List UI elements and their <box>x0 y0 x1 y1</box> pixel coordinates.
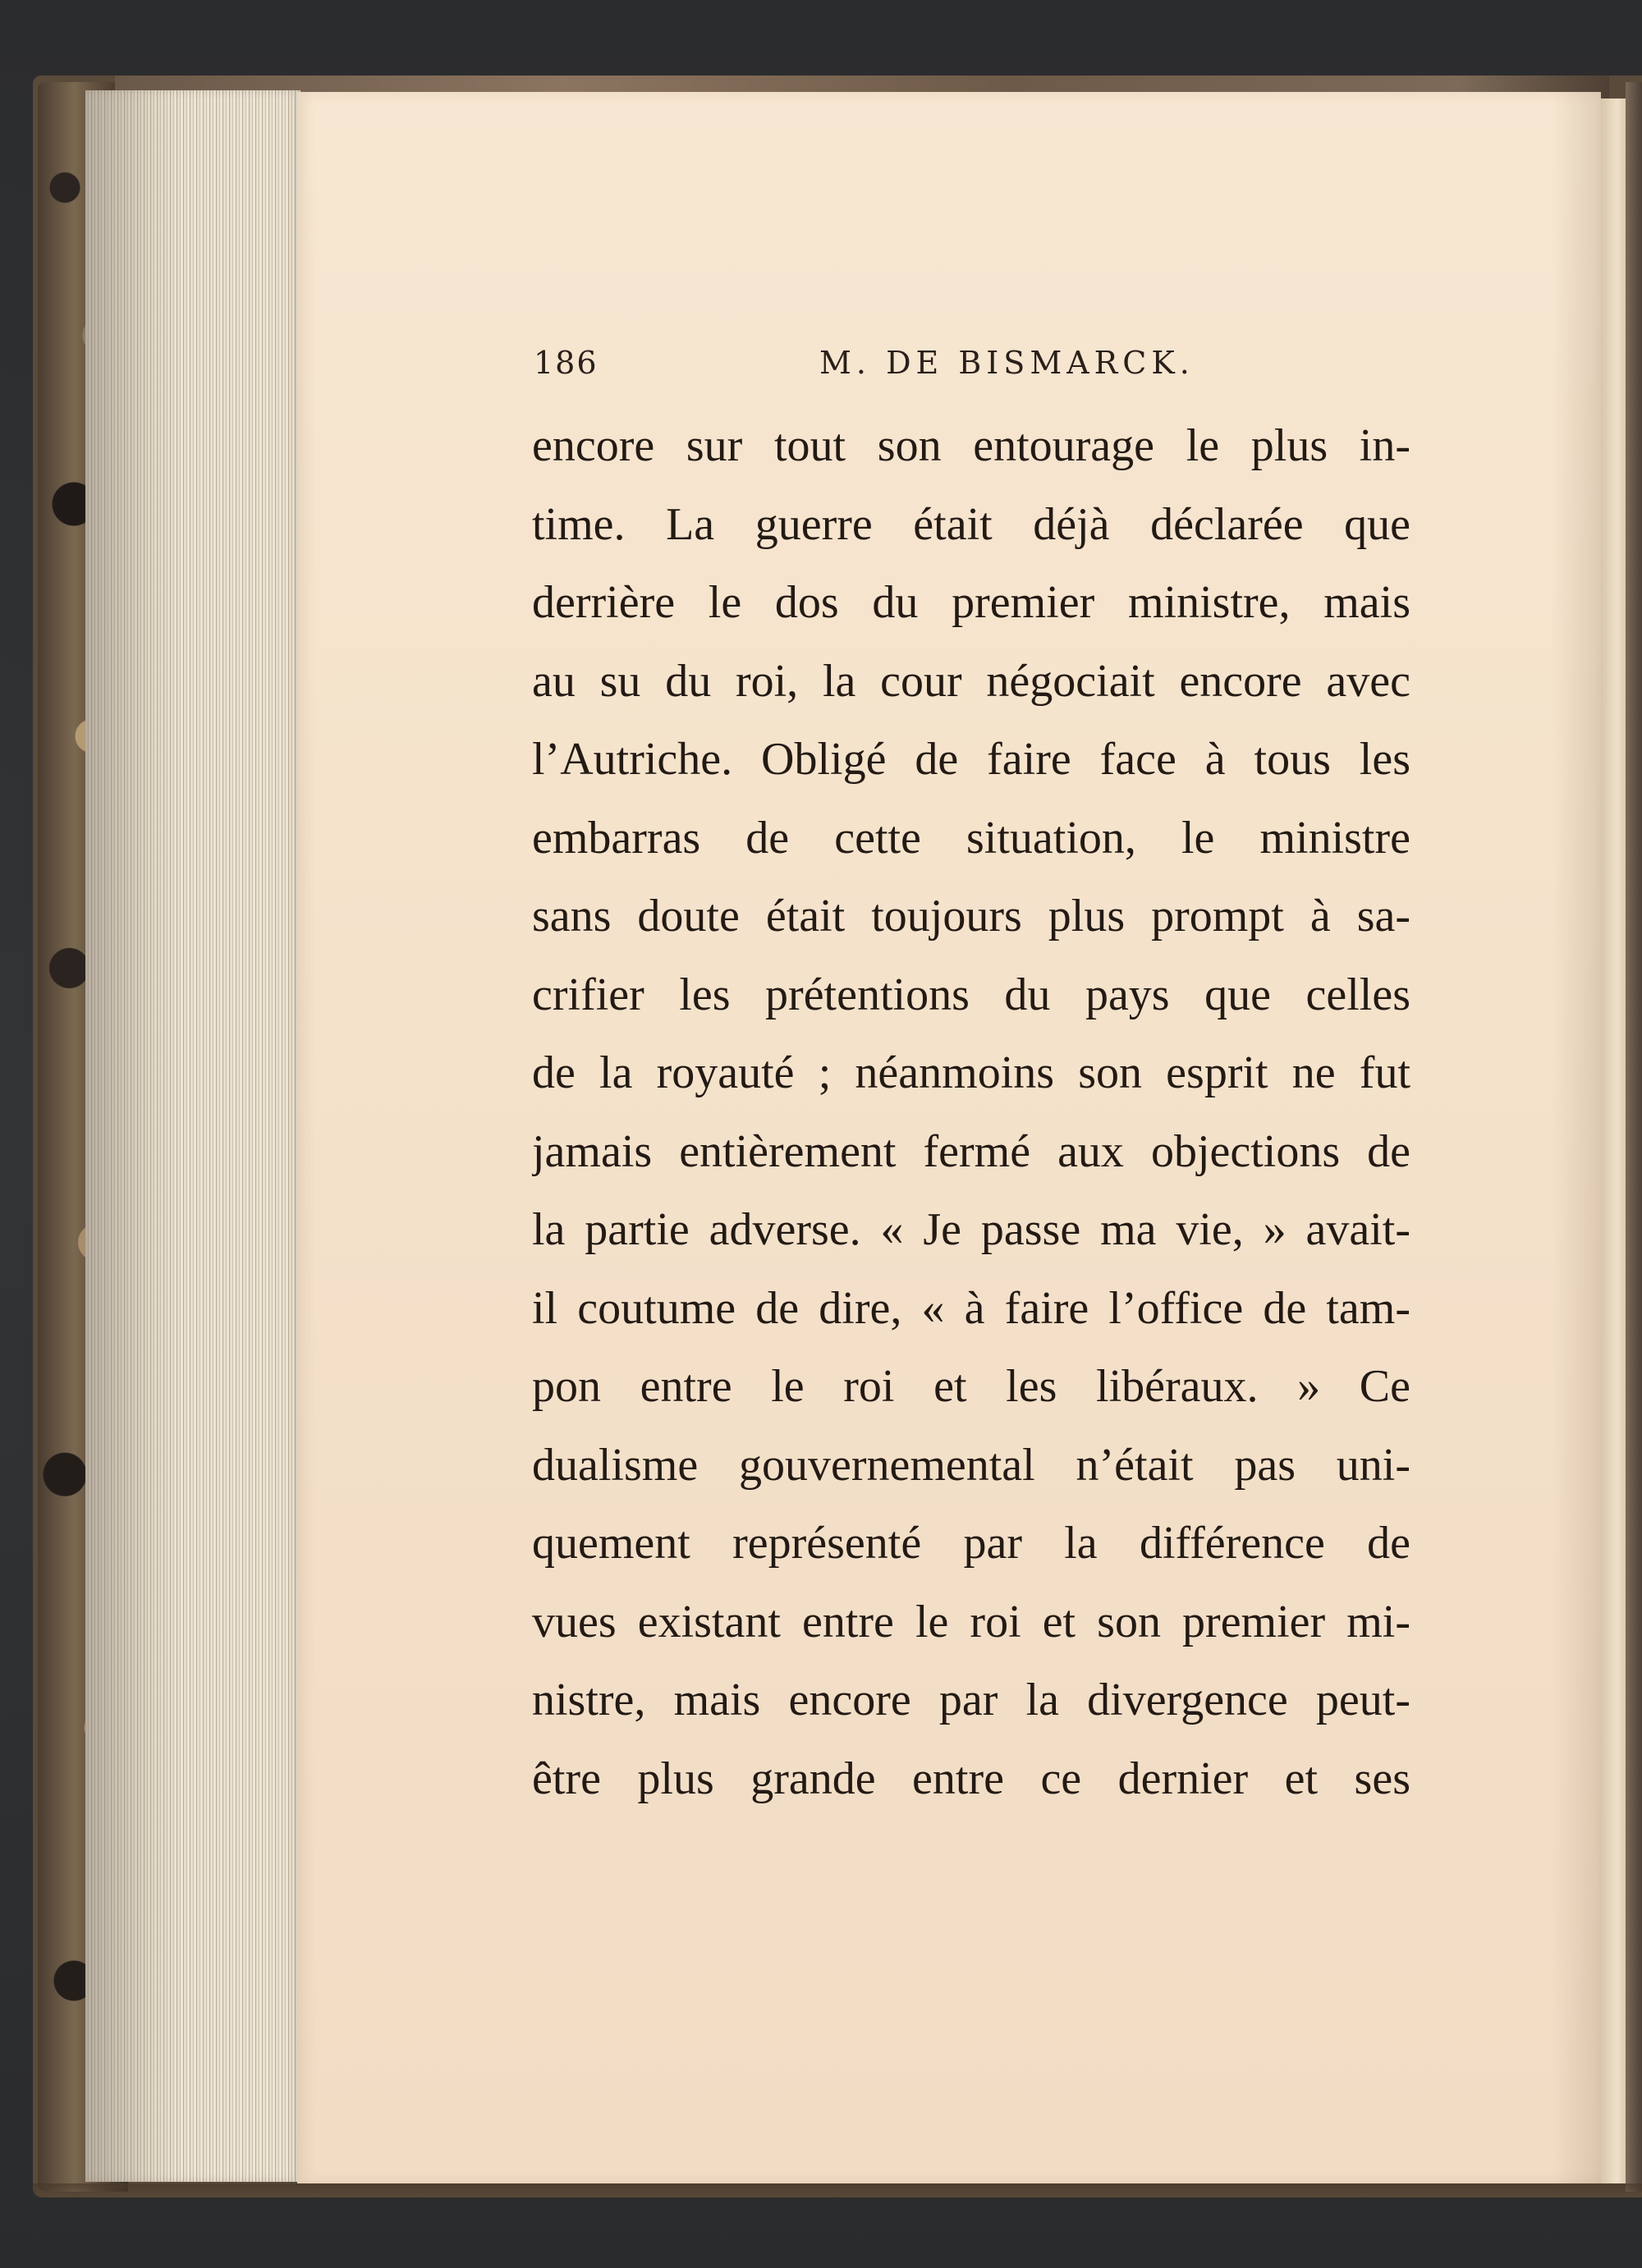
text-line: il coutume de dire, « à faire l’office de tam- <box>532 1282 1410 1334</box>
text-line: l’Autriche. Obligé de faire face à tous les <box>532 734 1410 785</box>
text-line: jamais entièrement fermé aux objections de <box>532 1125 1410 1177</box>
page-header <box>534 345 1404 391</box>
bottom-shadow <box>33 2183 1642 2200</box>
text-line: vues existant entre le roi et son premier mi- <box>532 1596 1410 1647</box>
right-cover-edge <box>1626 82 1642 2192</box>
text-line: la partie adverse. « Je passe ma vie, » avait- <box>532 1204 1410 1255</box>
text-line: au su du roi, la cour négociait encore avec <box>532 655 1410 707</box>
page-edges-shadow <box>85 90 184 2182</box>
body-text <box>532 407 1410 1818</box>
text-line: être plus grande entre ce dernier et ses <box>532 1753 1410 1804</box>
text-line: dualisme gouvernemental n’était pas uni- <box>532 1439 1410 1491</box>
text-line: nistre, mais encore par la divergence peut- <box>532 1675 1410 1725</box>
page-number: 186 <box>534 345 599 381</box>
running-head: M. DE BISMARCK. <box>819 345 1195 381</box>
text-line: time. La guerre était déjà déclarée que <box>532 498 1410 550</box>
text-line: de la royauté ; néanmoins son esprit ne fut <box>532 1047 1410 1098</box>
text-line: pon entre le roi et les libéraux. » Ce <box>532 1361 1410 1412</box>
text-line: sans doute était toujours plus prompt à sa- <box>532 891 1410 942</box>
text-line: embarras de cette situation, le ministre <box>532 812 1410 864</box>
text-line: encore sur tout son entourage le plus in- <box>532 420 1410 471</box>
text-line: derrière le dos du premier ministre, mais <box>532 577 1410 628</box>
text-line: quement représenté par la différence de <box>532 1518 1410 1569</box>
text-line: crifier les prétentions du pays que celles <box>532 969 1410 1020</box>
